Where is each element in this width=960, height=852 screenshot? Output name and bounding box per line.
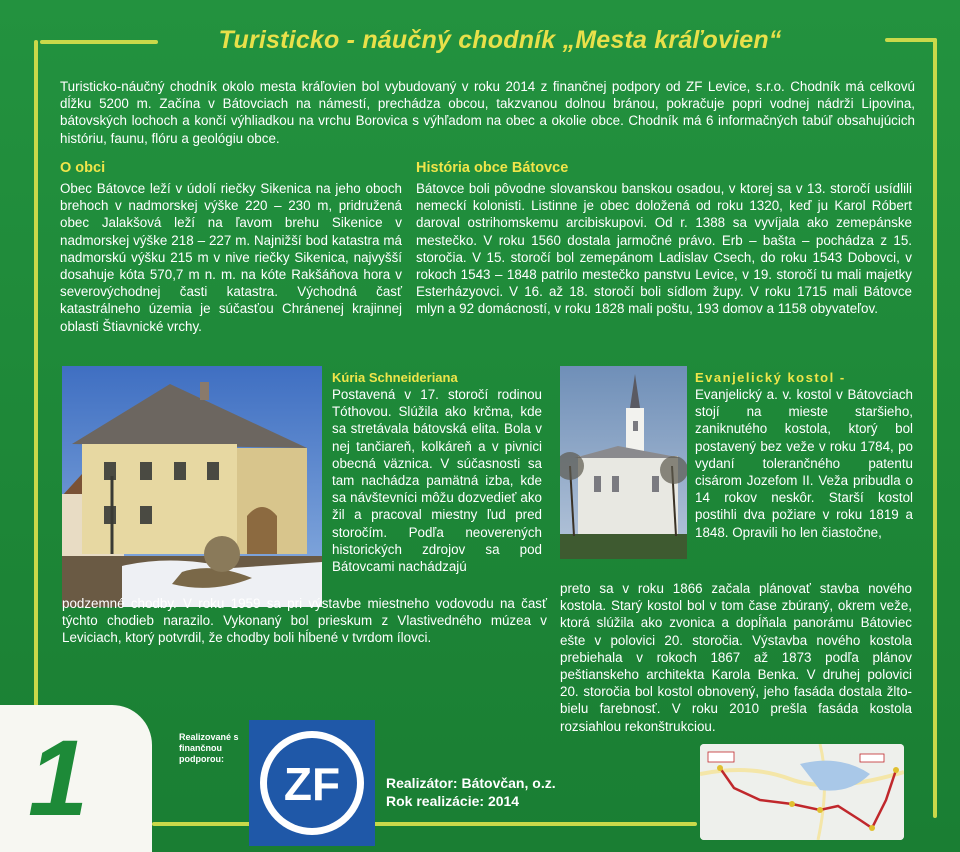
kuria-photo — [62, 366, 322, 607]
frame-line-top-left — [40, 40, 158, 44]
board-title: Turisticko - náučný chodník „Mesta kráľovien“ — [218, 26, 782, 54]
kuria-text-a: Postavená v 17. storočí rodinou Tóthovou. Slúžila ako krčma, kde sa stretávala bátovská elita. Bola v nej tančiareň, kolkáreň a v pivnici obecná väznica. V súčasnosti sa tam nachádza pamätná izba, kde sa návštevníci môžu dozvedieť ako žil a pracoval miestny ľud pred storočím. Podľa neoverených historických zdrojov sa pod Bátovcami nachádzajú — [332, 387, 542, 575]
frame-line-left — [34, 40, 38, 708]
historia-text: Bátovce boli pôvodne slovanskou banskou osadou, v ktorej sa v 13. storočí usídlili nemeckí kolonisti. Listinne je obec doložená od roku 1320, keď ju Karol Róbert daroval ostrihomskemu arcibiskupovi. Od r. 1388 sa vyvíjala ako zemepánske mestečko. V roku 1560 dostala jarmočné právo. Erb – bašta – pochádza z 15. storočia. V 15. storočí bol zemepánom Ladislav Csech, do roku 1543 Dobovci, v rokoch 1543 – 1848 patrilo mestečko panstvu Levice, v 19. storočí tu mali majetky Esterházyovci. V 16. až 18. storočí boli sídlom župy. V roku 1715 mali Bátovce mlyn a 92 domácností, v roku 1828 mali poštu, 193 domov a 1158 obyvateľov. — [416, 181, 912, 317]
heading-historia: História obce Bátovce — [416, 160, 569, 176]
zf-logo — [249, 720, 375, 846]
board-number: 1 — [28, 717, 89, 838]
kostol-photo — [560, 366, 687, 559]
realizator-text: Realizátor: Bátovčan, o.z. — [386, 775, 556, 791]
trail-map — [700, 744, 904, 840]
year-text: Rok realizácie: 2014 — [386, 793, 520, 809]
support-label: Realizované s finančnou podporou: — [179, 732, 239, 764]
heading-o-obci: O obci — [60, 160, 106, 176]
kostol-text-a: Evanjelický a. v. kostol v Bátovciach stojí na mieste staršieho, zaniknutého kostola, ktorý bol postavený bez veže v roku 1784, po vydaní tolerančného patentu cisárom Jozefom II. Veža pribudla o 14 rokov neskôr. Starší kostol postihli dva požiare v roku 1819 a 1848. Opravili ho len čiastočne, — [695, 387, 913, 540]
heading-kostol: Evanjelický kostol - — [695, 370, 846, 385]
frame-line-right — [933, 38, 937, 818]
kostol-text-b: preto sa v roku 1866 začala plánovať stavba nového kostola. Starý kostol bol v tom čase zbúraný, okrem veže, ktorá slúžila ako zvonica a dopĺňala panorámu Bátoviec ešte v polovici 20. storočia. Výstavba nového kostola prebiehala v rokoch 1867 až 1873 podľa plánov peštianskeho architekta Karola Benka. V druhej polovici 20. storočia bol kostol obnovený, jeho fasáda dostala žlto-bielu farebnosť. V roku 2010 prešla fasáda kostola rozsiahlou rekonštrukciou. — [560, 581, 912, 734]
zf-logo-text: ZF — [283, 758, 341, 810]
realizator-info — [386, 774, 556, 810]
frame-line-top-right — [885, 38, 937, 42]
heading-kuria: Kúria Schneideriana — [332, 370, 458, 385]
intro-text: Turisticko-náučný chodník okolo mesta kráľovien bol vybudovaný v roku 2014 z finančnej podpory od ZF Levice, s.r.o. Chodník má celkovú dĺžku 5200 m. Začína v Bátovciach na námestí, prechádza obcou, takzvanou dolnou bránou, pokračuje popri vodnej nádrži Lipovina, bátovských lochoch a končí výhliadkou na vrchu Borovica s výhľadom na obec a okolie obce. Chodník má 6 informačných tabúľ obsahujúcich históriu, faunu, flóru a geológiu obce. — [60, 79, 915, 146]
kuria-text-b: podzemné chodby. V roku 1959 sa pri výstavbe miestneho vodovodu na časť týchto chodieb narazilo. Vykonaný bol prieskum z Vlastivedného múzea v Leviciach, ktorý potvrdil, že chodby boli hĺbené v tvrdom ílovci. — [62, 596, 547, 646]
o-obci-text: Obec Bátovce leží v údolí riečky Sikenica na jeho oboch brehoch v nadmorskej výške 220 – 230 m, pridružená obec Jalakšová leží na ľavom brehu Sikenice v nadmorskej výške 218 – 227 m. Najnižší bod katastra má nadmorskú výšku 215 m v nive riečky Sikenica, najvyšší dosahuje kóta 570,7 m n. m. na kóte Rakšáňova hora v severovýchodnej časti katastra. Východná časť katastrálneho územia je súčasťou Chránenej krajinnej oblasti Štiavnické vrchy. — [60, 181, 402, 334]
frame-line-bottom — [152, 822, 697, 826]
